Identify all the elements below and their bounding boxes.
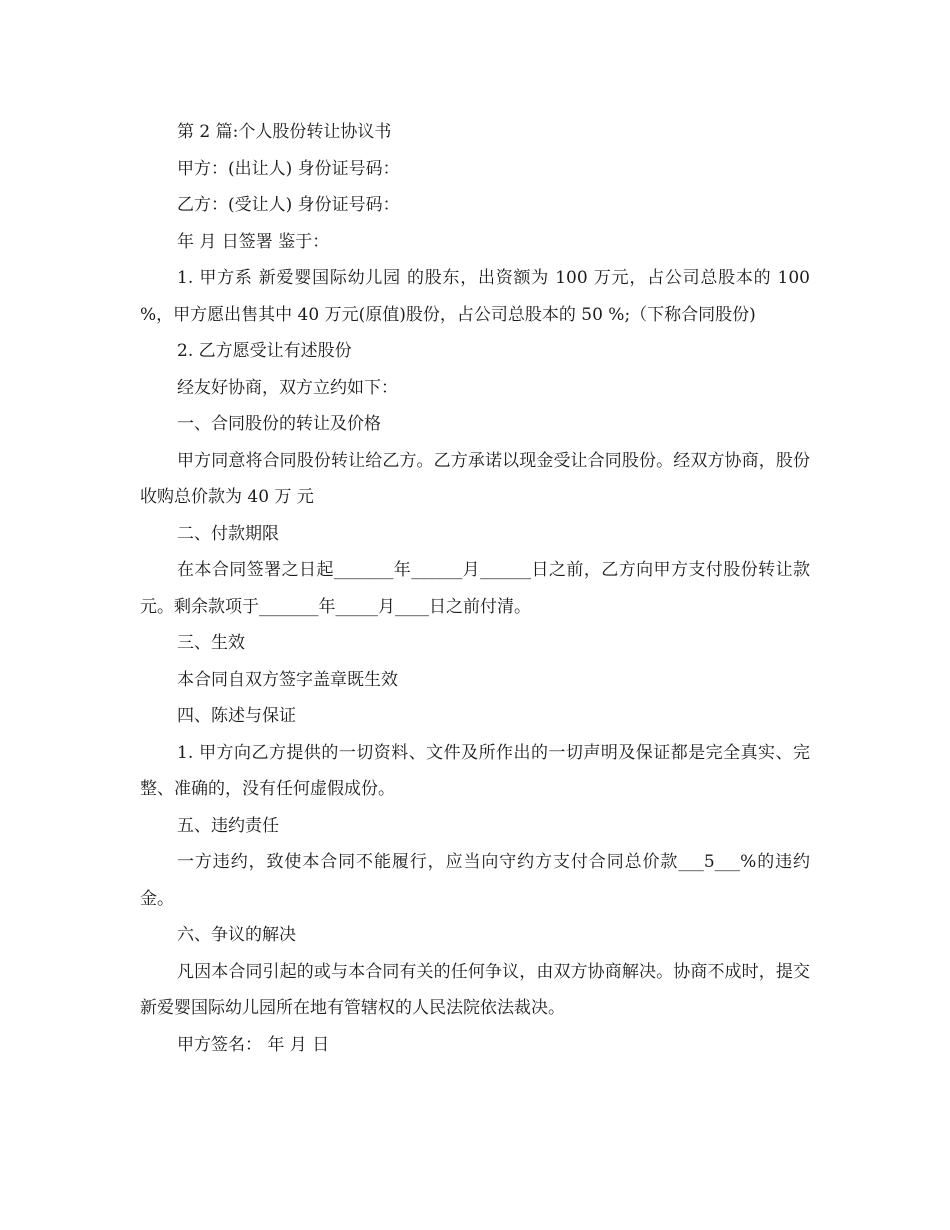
section-heading-5: 五、违约责任 <box>177 815 279 836</box>
section-text-6: 凡因本合同引起的或与本合同有关的任何争议，由双方协商解决。协商不成时，提交新爱婴国际幼儿园所在地有管辖权的人民法院依法裁决。 <box>140 961 810 1018</box>
section-text-4: 1. 甲方向乙方提供的一切资料、文件及所作出的一切声明及保证都是完全真实、完整、准确的，没有任何虚假成份。 <box>140 742 810 799</box>
section-text-3: 本合同自双方签字盖章既生效 <box>177 669 398 690</box>
recital-2: 2. 乙方愿受让有述股份 <box>177 341 352 361</box>
section-text-1: 甲方同意将合同股份转让给乙方。乙方承诺以现金受让合同股份。经双方协商，股份收购总价款为 40 万 元 <box>140 450 810 507</box>
section-text-2: 在本合同签署之日起_______年______月______日之前，乙方向甲方支付股份转让款 元。剩余款项于_______年_____月____日之前付清。 <box>140 560 810 617</box>
section-heading-1: 一、合同股份的转让及价格 <box>177 414 381 434</box>
party-a-line: 甲方：(出让人) 身份证号码： <box>177 158 400 179</box>
section-text-5: 一方违约，致使本合同不能履行，应当向守约方支付合同总价款___5___%的违约金。 <box>140 852 810 909</box>
party-b-line: 乙方：(受让人) 身份证号码： <box>177 195 400 215</box>
document-body <box>140 114 810 1063</box>
section-heading-2: 二、付款期限 <box>177 523 279 544</box>
party-a-signature-line: 甲方签名： 年 月 日 <box>177 1034 330 1055</box>
section-heading-3: 三、生效 <box>177 633 245 653</box>
recital-1: 1. 甲方系 新爱婴国际幼儿园 的股东，出资额为 100 万元，占公司总股本的 100 %，甲方愿出售其中 40 万元(原值)股份，占公司总股本的 50 %;（下称合同股份) <box>140 268 810 325</box>
signing-date-line: 年 月 日签署 鉴于： <box>177 231 330 252</box>
section-heading-6: 六、争议的解决 <box>177 925 296 945</box>
document-title: 第 2 篇:个人股份转让协议书 <box>177 122 392 142</box>
section-heading-4: 四、陈述与保证 <box>177 706 296 726</box>
agreement-intro: 经友好协商，双方立约如下： <box>177 377 398 398</box>
